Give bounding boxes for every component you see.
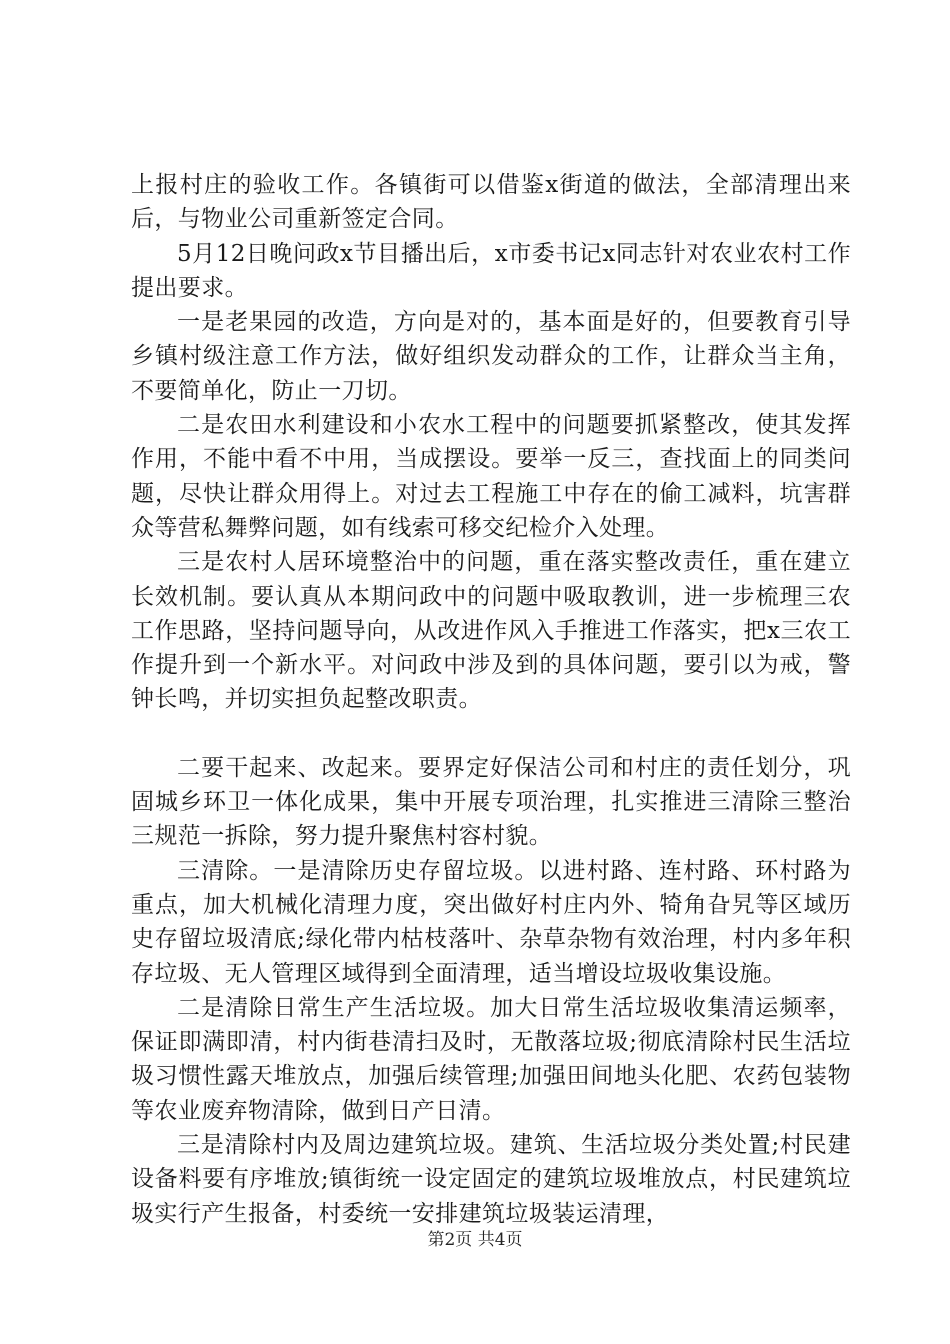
paragraph: 三是清除村内及周边建筑垃圾。建筑、生活垃圾分类处置;村民建设备料要有序堆放;镇街统一设定固定的建筑垃圾堆放点，村民建筑垃圾实行产生报备，村委统一安排建筑垃圾装运清理，	[131, 1132, 851, 1227]
paragraph: 三是农村人居环境整治中的问题，重在落实整改责任，重在建立长效机制。要认真从本期问政中的问题中吸取教训，进一步梳理三农工作思路，坚持问题导向，从改进作风入手推进工作落实，把x三农工作提升到一个新水平。对问政中涉及到的具体问题，要引以为戒，警钟长鸣，并切实担负起整改职责。	[131, 549, 851, 713]
paragraph: 三清除。一是清除历史存留垃圾。以进村路、连村路、环村路为重点，加大机械化清理力度，突出做好村庄内外、犄角旮旯等区域历史存留垃圾清底;绿化带内枯枝落叶、杂草杂物有效治理，村内多年积存垃圾、无人管理区域得到全面清理，适当增设垃圾收集设施。	[131, 857, 851, 987]
paragraph: 二要干起来、改起来。要界定好保洁公司和村庄的责任划分，巩固城乡环卫一体化成果，集中开展专项治理，扎实推进三清除三整治三规范一拆除，努力提升聚焦村容村貌。	[131, 754, 851, 850]
paragraph: 二是农田水利建设和小农水工程中的问题要抓紧整改，使其发挥作用，不能中看不中用，当成摆设。要举一反三，查找面上的同类问题，尽快让群众用得上。对过去工程施工中存在的偷工减料，坑害群众等营私舞弊问题，如有线索可移交纪检介入处理。	[131, 412, 851, 541]
document-body	[131, 168, 851, 1231]
paragraph: 一是老果园的改造，方向是对的，基本面是好的，但要教育引导乡镇村级注意工作方法，做好组织发动群众的工作，让群众当主角，不要简单化，防止一刀切。	[131, 309, 851, 404]
paragraph: 5月12日晚问政x节目播出后，x市委书记x同志针对农业农村工作提出要求。	[131, 240, 851, 301]
paragraph: 二是清除日常生产生活垃圾。加大日常生活垃圾收集清运频率，保证即满即清，村内街巷清扫及时，无散落垃圾;彻底清除村民生活垃圾习惯性露天堆放点，加强后续管理;加强田间地头化肥、农药包装物等农业废弃物清除，做到日产日清。	[131, 994, 851, 1124]
page-number: 第2页 共4页	[427, 1230, 523, 1250]
paragraph: 上报村庄的验收工作。各镇街可以借鉴x街道的做法，全部清理出来后，与物业公司重新签定合同。	[131, 172, 851, 233]
